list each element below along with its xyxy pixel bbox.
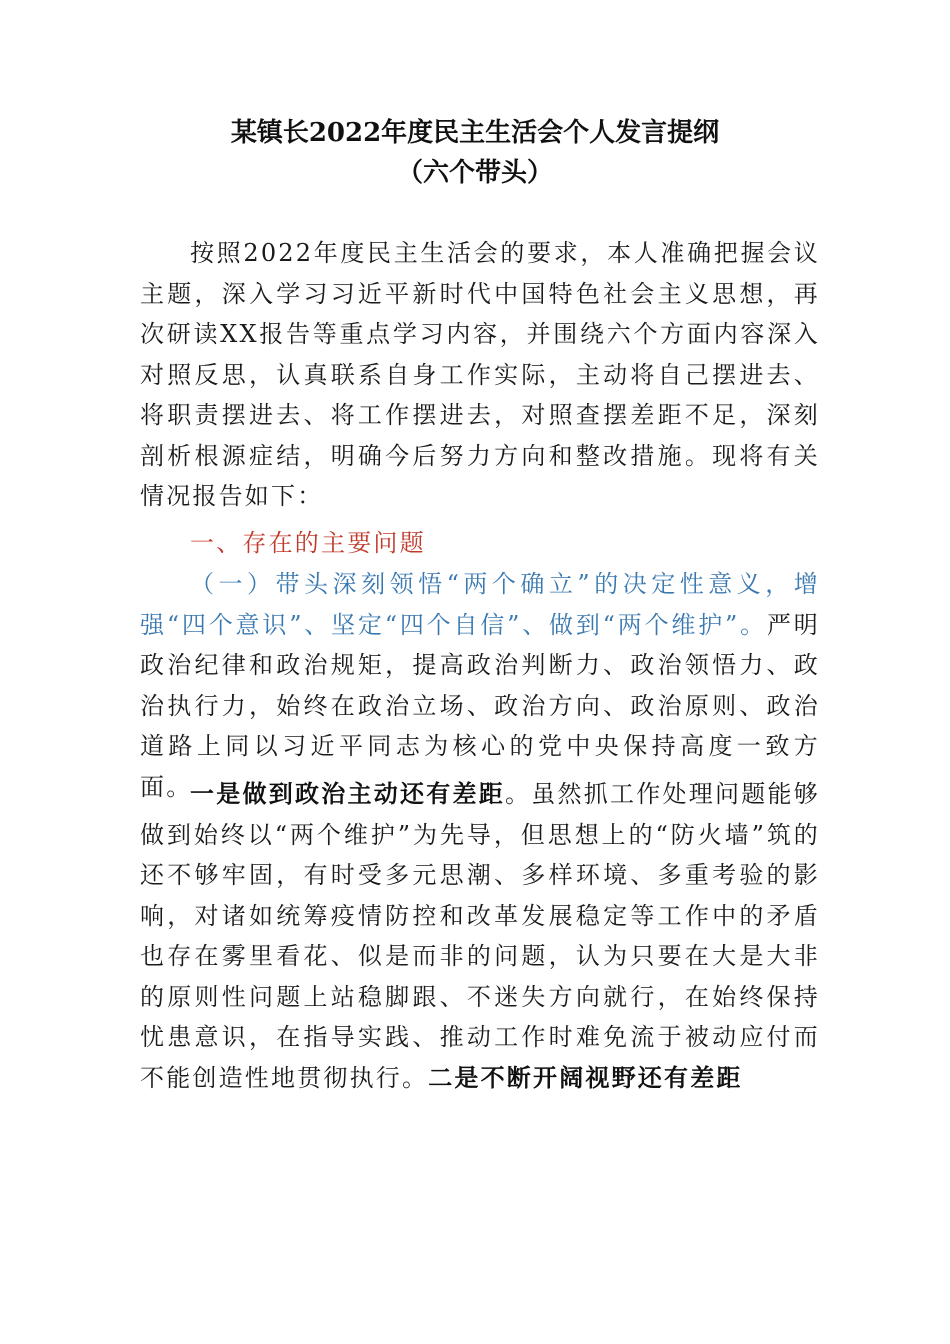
- subsection-1-body: 严明政治纪律和政治规矩，提高政治判断力、政治领悟力、政治执行力，始终在政治立场、政治方向、政治原则、政治道路上同以习近平同志为核心的党中央保持高度一致方面。: [140, 610, 820, 801]
- subsection-1-heading: （一）带头深刻领悟“两个确立”的决定性意义，增强“四个意识”、坚定“四个自信”、做到“两个维护”。: [140, 570, 820, 639]
- point-1-body: 。虽然抓工作处理问题能够做到始终以“两个维护”为先导，但思想上的“防火墙”筑的还不够牢固，有时受多元思潮、多样环境、多重考验的影响，对诸如统筹疫情防控和改革发展稳定等工作中的矛盾也存在雾里看花、似是而非的问题，认为只要在大是大非的原则性问题上站稳脚跟、不迷失方向就行，在始终保持忧患意识，在指导实践、推动工作时难免流于被动应付而不能创造性地贯彻执行。: [140, 780, 820, 1092]
- document-title: 某镇长2022年度民主生活会个人发言提纲: [230, 118, 720, 148]
- point-paragraph: [140, 774, 820, 1098]
- intro-paragraph: 按照2022年度民主生活会的要求，本人准确把握会议主题，深入学习习近平新时代中国特色社会主义思想，再次研读XX报告等重点学习内容，并围绕六个方面内容深入对照反思，认真联系自身工作实际，主动将自己摆进去、将职责摆进去、将工作摆进去，对照查摆差距不足，深刻剖析根源症结，明确今后努力方向和整改措施。现将有关情况报告如下：: [140, 239, 820, 510]
- point-2-label: 二是不断开阔视野还有差距: [428, 1062, 743, 1092]
- section-heading-problems: 一、存在的主要问题: [190, 529, 426, 557]
- point-1-label: 一是做到政治主动还有差距: [190, 779, 506, 808]
- document-subtitle: （六个带头）: [396, 158, 553, 188]
- subsection-1-paragraph: [140, 564, 820, 807]
